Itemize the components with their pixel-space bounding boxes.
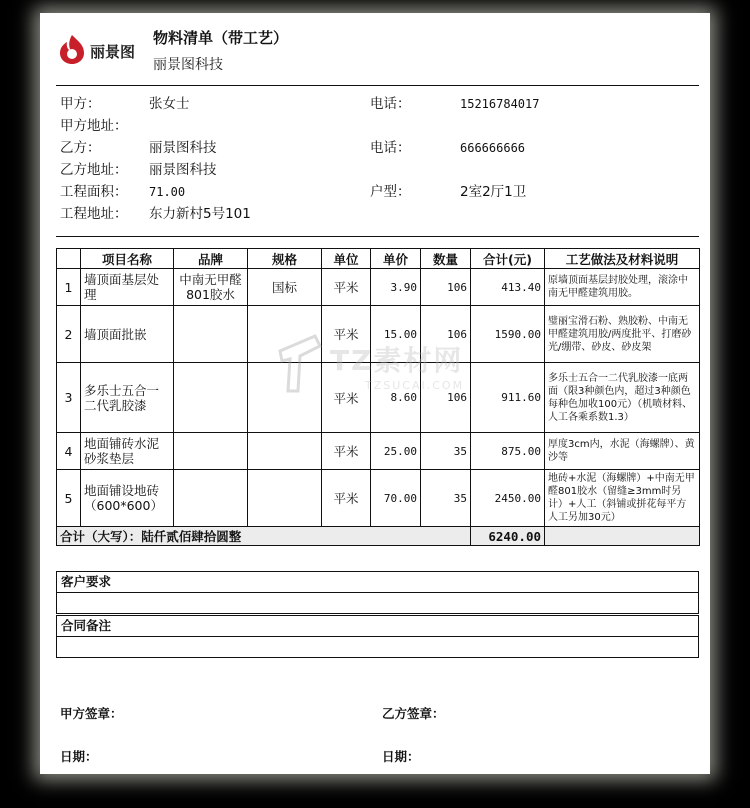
col-header-price: 单价 xyxy=(371,249,421,269)
row-no: 5 xyxy=(57,470,81,527)
total-desc-empty xyxy=(545,527,700,546)
row-unit: 平米 xyxy=(322,306,371,363)
total-row xyxy=(57,527,700,546)
row-total: 2450.00 xyxy=(471,470,545,527)
row-spec: 国标 xyxy=(248,269,322,306)
col-header-brand: 品牌 xyxy=(174,249,248,269)
contract-notes-label: 合同备注 xyxy=(57,616,698,637)
row-name: 墙顶面批嵌 xyxy=(81,306,174,363)
watermark-subtext: TZSUCAI.COM xyxy=(365,379,465,392)
contract-notes-box xyxy=(56,615,699,658)
company-logo xyxy=(56,29,146,69)
row-qty: 35 xyxy=(421,433,471,470)
row-total: 413.40 xyxy=(471,269,545,306)
row-price: 3.90 xyxy=(371,269,421,306)
row-no: 3 xyxy=(57,363,81,433)
row-unit: 平米 xyxy=(322,269,371,306)
area-label: 工程面积： xyxy=(60,184,128,200)
party-a-label: 甲方： xyxy=(60,96,101,112)
document-header xyxy=(40,13,710,85)
site-addr-value: 东力新村5号101 xyxy=(149,206,251,222)
info-divider xyxy=(56,236,699,237)
row-desc: 璧丽宝滑石粉、熟胶粉、中南无甲醛建筑用胶/两度批平、打磨砂光/绷带、砂皮、砂皮架 xyxy=(545,306,700,363)
material-list-document xyxy=(40,13,710,774)
document-title: 物料清单（带工艺） xyxy=(153,29,289,47)
party-b-date-label: 日期： xyxy=(382,749,420,764)
party-a-value: 张女士 xyxy=(149,96,190,112)
party-a-date-label: 日期： xyxy=(60,749,98,764)
table-row xyxy=(57,269,700,306)
party-b-addr-value: 丽景图科技 xyxy=(149,162,217,178)
row-desc: 厚度3cm内，水泥（海螺牌）、黄沙等 xyxy=(545,433,700,470)
customer-requirements-label: 客户要求 xyxy=(57,572,698,593)
phone-a-value: 15216784017 xyxy=(460,97,540,111)
customer-requirements-content xyxy=(57,593,698,613)
row-brand: 中南无甲醛801胶水 xyxy=(174,269,248,306)
customer-requirements-box xyxy=(56,571,699,614)
phone-b-value: 666666666 xyxy=(460,141,526,155)
row-qty: 35 xyxy=(421,470,471,527)
row-price: 70.00 xyxy=(371,470,421,527)
row-total: 1590.00 xyxy=(471,306,545,363)
row-no: 2 xyxy=(57,306,81,363)
col-header-qty: 数量 xyxy=(421,249,471,269)
contract-notes-content xyxy=(57,637,698,657)
row-no: 1 xyxy=(57,269,81,306)
party-b-label: 乙方： xyxy=(60,140,101,156)
row-price: 25.00 xyxy=(371,433,421,470)
flame-logo-icon xyxy=(56,33,88,65)
party-b-addr-label: 乙方地址： xyxy=(60,162,128,178)
row-price: 15.00 xyxy=(371,306,421,363)
row-brand xyxy=(174,433,248,470)
row-qty: 106 xyxy=(421,306,471,363)
watermark xyxy=(270,331,510,411)
col-header-no xyxy=(57,249,81,269)
row-unit: 平米 xyxy=(322,433,371,470)
party-a-signature-label: 甲方签章： xyxy=(60,706,123,721)
table-row xyxy=(57,470,700,527)
row-brand xyxy=(174,306,248,363)
header-divider xyxy=(56,85,699,86)
row-no: 4 xyxy=(57,433,81,470)
party-b-value: 丽景图科技 xyxy=(149,140,217,156)
phone-a-label: 电话： xyxy=(370,96,411,112)
row-desc: 地砖+水泥（海螺牌）+中南无甲醛801胶水（留缝≥3mm时另计）+人工（斜铺或拼花每平方人工另加30元） xyxy=(545,470,700,527)
row-name: 多乐士五合一二代乳胶漆 xyxy=(81,363,174,433)
col-header-desc: 工艺做法及材料说明 xyxy=(545,249,700,269)
col-header-unit: 单位 xyxy=(322,249,371,269)
area-value: 71.00 xyxy=(149,185,186,199)
row-unit: 平米 xyxy=(322,470,371,527)
row-desc: 原墙顶面基层封胶处理，滚涂中南无甲醛建筑用胶。 xyxy=(545,269,700,306)
table-header-row xyxy=(57,249,700,269)
row-spec xyxy=(248,470,322,527)
col-header-total: 合计(元) xyxy=(471,249,545,269)
row-total: 911.60 xyxy=(471,363,545,433)
total-value: 6240.00 xyxy=(471,527,545,546)
row-desc: 多乐士五合一二代乳胶漆一底两面（限3种颜色内，超过3种颜色每种色加收100元）（机喷材料、人工各乘系数1.3） xyxy=(545,363,700,433)
logo-text: 丽景图 xyxy=(90,43,136,61)
phone-b-label: 电话： xyxy=(370,140,411,156)
party-b-signature-label: 乙方签章： xyxy=(382,706,445,721)
watermark-text: TZ素材网 xyxy=(330,344,464,377)
row-price: 8.60 xyxy=(371,363,421,433)
site-addr-label: 工程地址： xyxy=(60,206,128,222)
layout-label: 户型： xyxy=(370,184,411,200)
watermark-logo-icon xyxy=(270,331,330,401)
row-spec xyxy=(248,433,322,470)
table-row xyxy=(57,433,700,470)
col-header-spec: 规格 xyxy=(248,249,322,269)
row-unit: 平米 xyxy=(322,363,371,433)
row-brand xyxy=(174,470,248,527)
row-name: 墙顶面基层处理 xyxy=(81,269,174,306)
company-name: 丽景图科技 xyxy=(153,57,223,73)
layout-value: 2室2厅1卫 xyxy=(460,184,527,200)
total-label: 合计（大写）：陆仟贰佰肆拾圆整 xyxy=(57,527,471,546)
party-a-addr-label: 甲方地址： xyxy=(60,118,128,134)
row-name: 地面铺设地砖（600*600） xyxy=(81,470,174,527)
row-qty: 106 xyxy=(421,363,471,433)
row-name: 地面铺砖水泥砂浆垫层 xyxy=(81,433,174,470)
row-total: 875.00 xyxy=(471,433,545,470)
row-qty: 106 xyxy=(421,269,471,306)
row-brand xyxy=(174,363,248,433)
col-header-name: 项目名称 xyxy=(81,249,174,269)
